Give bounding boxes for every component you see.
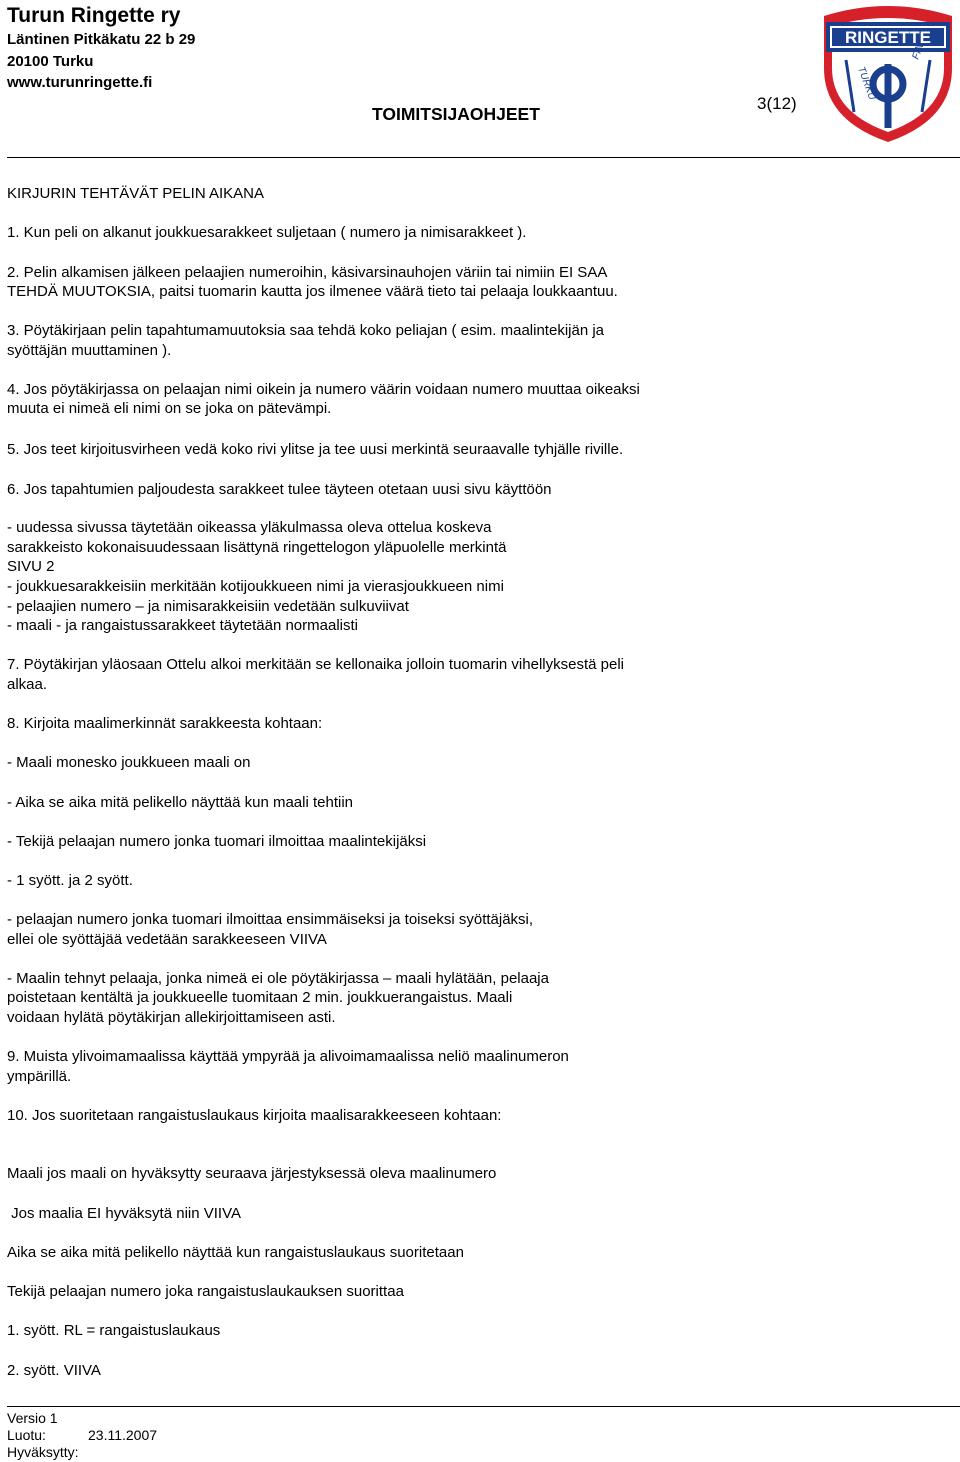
instruction-10-assist-2: 2. syött. VIIVA (7, 1362, 101, 1379)
organization-name: Turun Ringette ry (7, 4, 181, 27)
instruction-4-line-1: 4. Jos pöytäkirjassa on pelaajan nimi oikein ja numero väärin voidaan numero muuttaa oikeaksi (7, 381, 640, 398)
footer-approved-label: Hyväksytty: (7, 1444, 79, 1460)
instruction-8-disallowed-1: - Maalin tehnyt pelaaja, jonka nimeä ei ole pöytäkirjassa – maali hylätään, pelaaja (7, 970, 549, 987)
instruction-8-assist-detail-2: ellei ole syöttäjää vedetään sarakkeeseen VIIVA (7, 931, 327, 948)
instruction-6-detail-4: - joukkuesarakkeisiin merkitään kotijoukkueen nimi ja vierasjoukkueen nimi (7, 578, 504, 595)
footer-created-label: Luotu: (7, 1427, 46, 1443)
website: www.turunringette.fi (7, 74, 153, 91)
instruction-10-assist-1: 1. syött. RL = rangaistuslaukaus (7, 1322, 221, 1339)
instruction-4-line-2: muuta ei nimeä eli nimi on se joka on pätevämpi. (7, 400, 332, 417)
svg-text:TURKU: TURKU (855, 65, 878, 102)
instruction-8-time: - Aika se aika mitä pelikello näyttää kun maali tehtiin (7, 794, 354, 811)
document-title: TOIMITSIJAOHJEET (372, 104, 540, 124)
section-heading: KIRJURIN TEHTÄVÄT PELIN AIKANA (7, 185, 265, 202)
instruction-8-disallowed-3: voidaan hylätä pöytäkirjan allekirjoittamiseen asti. (7, 1009, 336, 1026)
instruction-10-rejected: Jos maalia EI hyväksytä niin VIIVA (7, 1205, 241, 1222)
instruction-6-detail-5: - pelaajien numero – ja nimisarakkeisiin vedetään sulkuviivat (7, 598, 409, 615)
instruction-6-detail-3: SIVU 2 (7, 558, 55, 575)
instruction-10-time: Aika se aika mitä pelikello näyttää kun rangaistuslaukaus suoritetaan (7, 1244, 464, 1261)
instruction-1: 1. Kun peli on alkanut joukkuesarakkeet suljetaan ( numero ja nimisarakkeet ). (7, 224, 527, 241)
svg-text:RINGETTE: RINGETTE (845, 28, 931, 47)
instruction-2-line-2: TEHDÄ MUUTOKSIA, paitsi tuomarin kautta jos ilmenee väärä tieto tai pelaaja loukkaantuu. (7, 283, 618, 300)
postal-city: 20100 Turku (7, 53, 94, 70)
instruction-6-detail-2: sarakkeisto kokonaisuudessaan lisättynä ringettelogon yläpuolelle merkintä (7, 539, 507, 556)
instruction-10-goal: Maali jos maali on hyväksytty seuraava järjestyksessä oleva maalinumero (7, 1165, 497, 1182)
instruction-2-line-1: 2. Pelin alkamisen jälkeen pelaajien numeroihin, käsivarsinauhojen väriin tai nimiin EI SAA (7, 264, 608, 281)
instruction-9-line-1: 9. Muista ylivoimamaalissa käyttää ympyrää ja alivoimamaalissa neliö maalinumeron (7, 1048, 569, 1065)
instruction-6-detail-6: - maali - ja rangaistussarakkeet täytetään normaalisti (7, 617, 358, 634)
instruction-10: 10. Jos suoritetaan rangaistuslaukaus kirjoita maalisarakkeeseen kohtaan: (7, 1107, 502, 1124)
instruction-8-disallowed-2: poistetaan kentältä ja joukkueelle tuomitaan 2 min. joukkuerangaistus. Maali (7, 989, 513, 1006)
instruction-7-line-1: 7. Pöytäkirjan yläosaan Ottelu alkoi merkitään se kellonaika jolloin tuomarin vihellyksestä peli (7, 656, 624, 673)
ringette-logo (818, 2, 958, 144)
header-divider (7, 157, 960, 158)
street-address: Läntinen Pitkäkatu 22 b 29 (7, 31, 196, 48)
instruction-10-shooter: Tekijä pelaajan numero joka rangaistuslaukauksen suorittaa (7, 1283, 404, 1300)
instruction-8-goal: - Maali monesko joukkueen maali on (7, 754, 251, 771)
page-number: 3(12) (757, 94, 797, 113)
instruction-6-detail-1: - uudessa sivussa täytetään oikeassa yläkulmassa oleva ottelua koskeva (7, 519, 492, 536)
instruction-8-assist-detail-1: - pelaajan numero jonka tuomari ilmoittaa ensimmäiseksi ja toiseksi syöttäjäksi, (7, 911, 534, 928)
instruction-7-line-2: alkaa. (7, 676, 48, 693)
instruction-8: 8. Kirjoita maalimerkinnät sarakkeesta kohtaan: (7, 715, 323, 732)
instruction-3-line-2: syöttäjän muuttaminen ). (7, 342, 172, 359)
svg-text:FIN: FIN (910, 42, 927, 62)
instruction-5: 5. Jos teet kirjoitusvirheen vedä koko rivi ylitse ja tee uusi merkintä seuraavalle tyhjälle riville. (7, 441, 624, 458)
instruction-8-scorer: - Tekijä pelaajan numero jonka tuomari ilmoittaa maalintekijäksi (7, 833, 427, 850)
instruction-9-line-2: ympärillä. (7, 1068, 72, 1085)
footer-created-date: 23.11.2007 (88, 1427, 158, 1443)
footer-version: Versio 1 (7, 1410, 58, 1426)
instruction-6: 6. Jos tapahtumien paljoudesta sarakkeet tulee täyteen otetaan uusi sivu käyttöön (7, 481, 552, 498)
instruction-8-assists: - 1 syött. ja 2 syött. (7, 872, 133, 889)
instruction-3-line-1: 3. Pöytäkirjaan pelin tapahtumamuutoksia saa tehdä koko peliajan ( esim. maalintekijän ja (7, 322, 605, 339)
footer-divider (7, 1406, 960, 1407)
